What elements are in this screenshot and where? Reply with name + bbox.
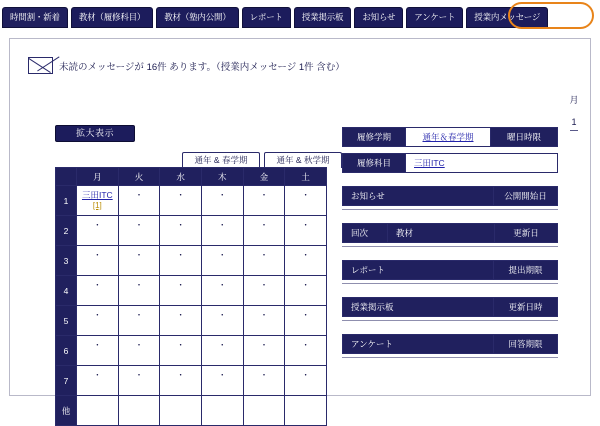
timetable-cell-wed-2[interactable]: ・ bbox=[160, 216, 202, 246]
table-row bbox=[56, 396, 327, 426]
timetable-cell-sat-3[interactable]: ・ bbox=[285, 246, 327, 276]
timetable-col-tue: 火 bbox=[118, 168, 160, 186]
timetable-cell-fri-6[interactable]: ・ bbox=[243, 336, 285, 366]
timetable-cell-mon-1[interactable] bbox=[77, 186, 119, 216]
timetable-cell-thu-6[interactable]: ・ bbox=[201, 336, 243, 366]
divider bbox=[342, 246, 558, 247]
timetable-period-5: 5 bbox=[56, 306, 77, 336]
timetable-cell-wed-3[interactable]: ・ bbox=[160, 246, 202, 276]
section-notices-header bbox=[342, 186, 558, 206]
section-bulletin-header bbox=[342, 297, 558, 317]
timetable-cell-mon-2[interactable]: ・ bbox=[77, 216, 119, 246]
timetable-cell-sat-4[interactable]: ・ bbox=[285, 276, 327, 306]
timetable-cell-sat-other[interactable] bbox=[285, 396, 327, 426]
tab-timetable-news[interactable]: 時間割・新着 bbox=[2, 7, 68, 28]
timetable-period-2: 2 bbox=[56, 216, 77, 246]
timetable-cell-thu-1[interactable]: ・ bbox=[201, 186, 243, 216]
tab-report[interactable]: レポート bbox=[242, 7, 291, 28]
table-row bbox=[56, 216, 327, 246]
timetable-cell-wed-1[interactable]: ・ bbox=[160, 186, 202, 216]
timetable-col-wed: 水 bbox=[160, 168, 202, 186]
timetable-cell-tue-3[interactable]: ・ bbox=[118, 246, 160, 276]
timetable-cell-wed-6[interactable]: ・ bbox=[160, 336, 202, 366]
page-nav-label: 月 bbox=[569, 95, 579, 105]
section-notices bbox=[342, 186, 558, 210]
timetable-col-sat: 土 bbox=[285, 168, 327, 186]
tab-class-bulletin-board[interactable]: 授業掲示板 bbox=[294, 7, 352, 28]
unread-message-text: 未読のメッセージが 16件 あります。（授業内メッセージ 1件 含む） bbox=[59, 61, 345, 73]
timetable-col-mon: 月 bbox=[77, 168, 119, 186]
tab-materials-public[interactable]: 教材（塾内公開） bbox=[156, 7, 238, 28]
tab-materials-enrolled[interactable]: 教材（履修科目） bbox=[71, 7, 153, 28]
filter-term-label: 履修学期 bbox=[343, 128, 405, 146]
timetable-cell-thu-other[interactable] bbox=[201, 396, 243, 426]
term-tab-spring[interactable]: 通年 & 春学期 bbox=[182, 152, 260, 168]
divider bbox=[342, 320, 558, 321]
filter-term-value-cell[interactable] bbox=[406, 128, 490, 146]
timetable-cell-thu-5[interactable]: ・ bbox=[201, 306, 243, 336]
main-content-frame bbox=[9, 38, 591, 416]
timetable-header-row bbox=[56, 168, 327, 186]
timetable-cell-fri-1[interactable]: ・ bbox=[243, 186, 285, 216]
right-panel bbox=[342, 127, 558, 371]
section-report-title: レポート bbox=[343, 261, 493, 279]
tab-notices[interactable]: お知らせ bbox=[354, 7, 403, 28]
timetable-period-other: 他 bbox=[56, 396, 77, 426]
top-navigation-bar bbox=[0, 0, 600, 34]
timetable-cell-mon-5[interactable]: ・ bbox=[77, 306, 119, 336]
filter-subject-label: 履修科目 bbox=[343, 154, 405, 172]
section-questionnaire bbox=[342, 334, 558, 358]
timetable-cell-thu-4[interactable]: ・ bbox=[201, 276, 243, 306]
expand-view-button[interactable]: 拡大表示 bbox=[55, 125, 135, 142]
table-row bbox=[56, 186, 327, 216]
filter-term-value-link[interactable]: 通年＆春学期 bbox=[422, 132, 474, 142]
section-notices-date-label: 公開開始日 bbox=[494, 187, 557, 205]
section-materials bbox=[342, 223, 558, 247]
timetable-cell-sat-7[interactable]: ・ bbox=[285, 366, 327, 396]
section-report-header bbox=[342, 260, 558, 280]
timetable-col-fri: 金 bbox=[243, 168, 285, 186]
page-nav-number[interactable]: 1 bbox=[570, 114, 578, 131]
timetable-cell-fri-other[interactable] bbox=[243, 396, 285, 426]
page-nav bbox=[562, 92, 586, 131]
section-materials-date-label: 更新日 bbox=[495, 224, 557, 242]
term-tab-group bbox=[182, 152, 346, 168]
timetable-cell-tue-5[interactable]: ・ bbox=[118, 306, 160, 336]
section-materials-header bbox=[342, 223, 558, 243]
section-questionnaire-header bbox=[342, 334, 558, 354]
filter-subject-row bbox=[342, 153, 558, 173]
section-bulletin-board bbox=[342, 297, 558, 321]
tab-questionnaire[interactable]: アンケート bbox=[406, 7, 463, 28]
timetable-cell-tue-4[interactable]: ・ bbox=[118, 276, 160, 306]
timetable-cell-tue-7[interactable]: ・ bbox=[118, 366, 160, 396]
section-bulletin-title: 授業掲示板 bbox=[343, 298, 493, 316]
timetable-cell-tue-1[interactable]: ・ bbox=[118, 186, 160, 216]
divider bbox=[342, 209, 558, 210]
timetable-col-thu: 木 bbox=[201, 168, 243, 186]
timetable-period-4: 4 bbox=[56, 276, 77, 306]
course-link[interactable]: 三田ITC bbox=[81, 190, 113, 200]
section-materials-title: 教材 bbox=[388, 224, 494, 242]
timetable-cell-wed-5[interactable]: ・ bbox=[160, 306, 202, 336]
timetable-cell-mon-6[interactable]: ・ bbox=[77, 336, 119, 366]
timetable-cell-sat-2[interactable]: ・ bbox=[285, 216, 327, 246]
table-row bbox=[56, 276, 327, 306]
timetable bbox=[55, 167, 327, 426]
timetable-cell-thu-3[interactable]: ・ bbox=[201, 246, 243, 276]
section-report bbox=[342, 260, 558, 284]
timetable-cell-mon-4[interactable]: ・ bbox=[77, 276, 119, 306]
section-questionnaire-deadline-label: 回答期限 bbox=[494, 335, 557, 353]
term-tab-fall[interactable]: 通年 & 秋学期 bbox=[264, 152, 342, 168]
timetable-period-6: 6 bbox=[56, 336, 77, 366]
timetable-corner-cell bbox=[56, 168, 77, 186]
timetable-cell-thu-2[interactable]: ・ bbox=[201, 216, 243, 246]
timetable-cell-fri-3[interactable]: ・ bbox=[243, 246, 285, 276]
filter-term-row bbox=[342, 127, 558, 147]
filter-subject-value-cell[interactable] bbox=[406, 154, 557, 172]
timetable-period-1: 1 bbox=[56, 186, 77, 216]
section-report-deadline-label: 提出期限 bbox=[494, 261, 557, 279]
timetable-cell-wed-4[interactable]: ・ bbox=[160, 276, 202, 306]
section-notices-title: お知らせ bbox=[343, 187, 493, 205]
timetable-cell-mon-3[interactable]: ・ bbox=[77, 246, 119, 276]
table-row bbox=[56, 366, 327, 396]
timetable-cell-sat-6[interactable]: ・ bbox=[285, 336, 327, 366]
timetable-cell-thu-7[interactable]: ・ bbox=[201, 366, 243, 396]
unread-message-notice bbox=[28, 57, 345, 74]
timetable-cell-fri-2[interactable]: ・ bbox=[243, 216, 285, 246]
timetable-cell-mon-other[interactable] bbox=[77, 396, 119, 426]
timetable-cell-tue-other[interactable] bbox=[118, 396, 160, 426]
timetable-cell-sat-5[interactable]: ・ bbox=[285, 306, 327, 336]
timetable-cell-tue-6[interactable]: ・ bbox=[118, 336, 160, 366]
timetable-cell-wed-7[interactable]: ・ bbox=[160, 366, 202, 396]
table-row bbox=[56, 306, 327, 336]
course-sublink[interactable]: [1] bbox=[92, 201, 102, 210]
timetable-period-3: 3 bbox=[56, 246, 77, 276]
divider bbox=[342, 283, 558, 284]
section-bulletin-date-label: 更新日時 bbox=[494, 298, 557, 316]
table-row bbox=[56, 336, 327, 366]
timetable-cell-wed-other[interactable] bbox=[160, 396, 202, 426]
section-materials-round-label: 回次 bbox=[343, 224, 387, 242]
timetable-cell-fri-4[interactable]: ・ bbox=[243, 276, 285, 306]
timetable-cell-fri-7[interactable]: ・ bbox=[243, 366, 285, 396]
tab-class-message[interactable]: 授業内メッセージ bbox=[466, 7, 548, 28]
timetable-cell-mon-7[interactable]: ・ bbox=[77, 366, 119, 396]
filter-subject-value-link[interactable]: 三田ITC bbox=[414, 158, 445, 168]
envelope-icon bbox=[28, 57, 53, 74]
table-row bbox=[56, 246, 327, 276]
timetable-cell-fri-5[interactable]: ・ bbox=[243, 306, 285, 336]
timetable-cell-sat-1[interactable]: ・ bbox=[285, 186, 327, 216]
timetable-cell-tue-2[interactable]: ・ bbox=[118, 216, 160, 246]
filter-weekday-label: 曜日時限 bbox=[491, 128, 557, 146]
filter-block bbox=[342, 127, 558, 173]
timetable-period-7: 7 bbox=[56, 366, 77, 396]
divider bbox=[342, 357, 558, 358]
section-questionnaire-title: アンケート bbox=[343, 335, 493, 353]
